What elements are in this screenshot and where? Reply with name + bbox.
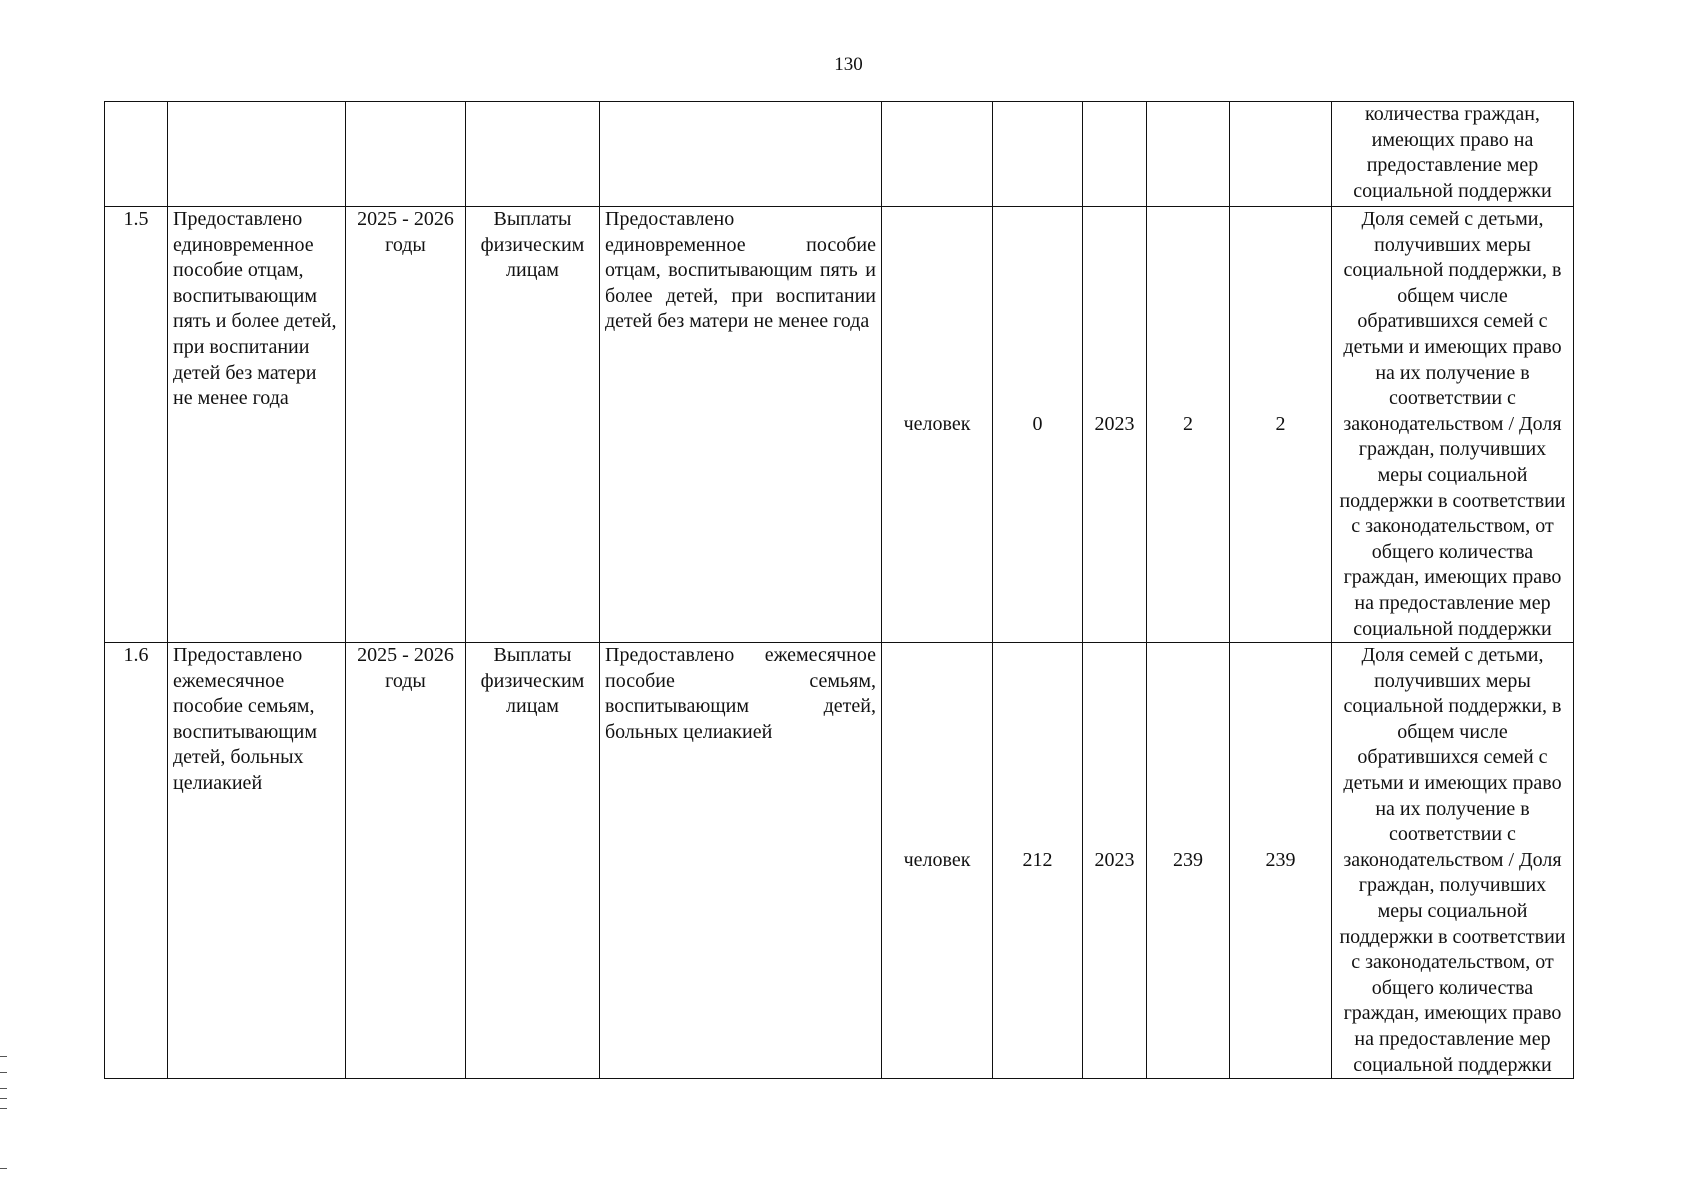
cell-type xyxy=(466,102,600,207)
cell-base-year: 2023 xyxy=(1083,643,1147,1079)
cell-name: Предоставлено ежемесячное пособие семьям, воспитывающим детей, больных целиакией xyxy=(168,643,346,1079)
cell-base-value: 212 xyxy=(993,643,1083,1079)
cell-base-value: 0 xyxy=(993,207,1083,643)
cell-period xyxy=(346,102,466,207)
cell-indicator: Доля семей с детьми, получивших меры социальной поддержки, в общем числе обратившихся семей с детьми и имеющих право на их получение в соответствии с законодательством / Доля граждан, получивших меры социальной поддержки в соответствии с законодательством, от общего количества граждан, имеющих право на предоставление мер социальной поддержки xyxy=(1332,643,1574,1079)
cell-period: 2025 - 2026 годы xyxy=(346,207,466,643)
cell-period: 2025 - 2026 годы xyxy=(346,643,466,1079)
cell-base-year xyxy=(1083,102,1147,207)
cell-name: Предоставлено единовременное пособие отцам, воспитывающим пять и более детей, при воспитании детей без матери не менее года xyxy=(168,207,346,643)
cell-name xyxy=(168,102,346,207)
cell-base-value xyxy=(993,102,1083,207)
table-row xyxy=(105,207,1574,643)
cell-value-2025 xyxy=(1147,102,1230,207)
cell-description xyxy=(600,102,882,207)
table-row-continuation xyxy=(105,102,1574,207)
cell-indicator: Доля семей с детьми, получивших меры социальной поддержки, в общем числе обратившихся семей с детьми и имеющих право на их получение в соответствии с законодательством / Доля граждан, получивших меры социальной поддержки в соответствии с законодательством, от общего количества граждан, имеющих право на предоставление мер социальной поддержки xyxy=(1332,207,1574,643)
measures-table xyxy=(104,101,1574,1079)
cell-unit xyxy=(882,102,993,207)
table-row xyxy=(105,643,1574,1079)
cell-base-year: 2023 xyxy=(1083,207,1147,643)
cell-num: 1.5 xyxy=(105,207,168,643)
cell-indicator: количества граждан, имеющих право на предоставление мер социальной поддержки xyxy=(1332,102,1574,207)
cell-num xyxy=(105,102,168,207)
cell-unit: человек xyxy=(882,207,993,643)
page-number: 130 xyxy=(834,54,863,75)
cell-type: Выплаты физическим лицам xyxy=(466,207,600,643)
cell-value-2025: 239 xyxy=(1147,643,1230,1079)
cell-type: Выплаты физическим лицам xyxy=(466,643,600,1079)
cell-value-2026: 239 xyxy=(1230,643,1332,1079)
binding-margin-marks xyxy=(0,1050,10,1180)
cell-value-2026: 2 xyxy=(1230,207,1332,643)
cell-value-2025: 2 xyxy=(1147,207,1230,643)
cell-value-2026 xyxy=(1230,102,1332,207)
cell-unit: человек xyxy=(882,643,993,1079)
cell-description: Предоставлено единовременное пособие отцам, воспитывающим пять и более детей, при воспитании детей без матери не менее года xyxy=(600,207,882,643)
cell-description: Предоставлено ежемесячное пособие семьям, воспитывающим детей, больных целиакией xyxy=(600,643,882,1079)
cell-num: 1.6 xyxy=(105,643,168,1079)
